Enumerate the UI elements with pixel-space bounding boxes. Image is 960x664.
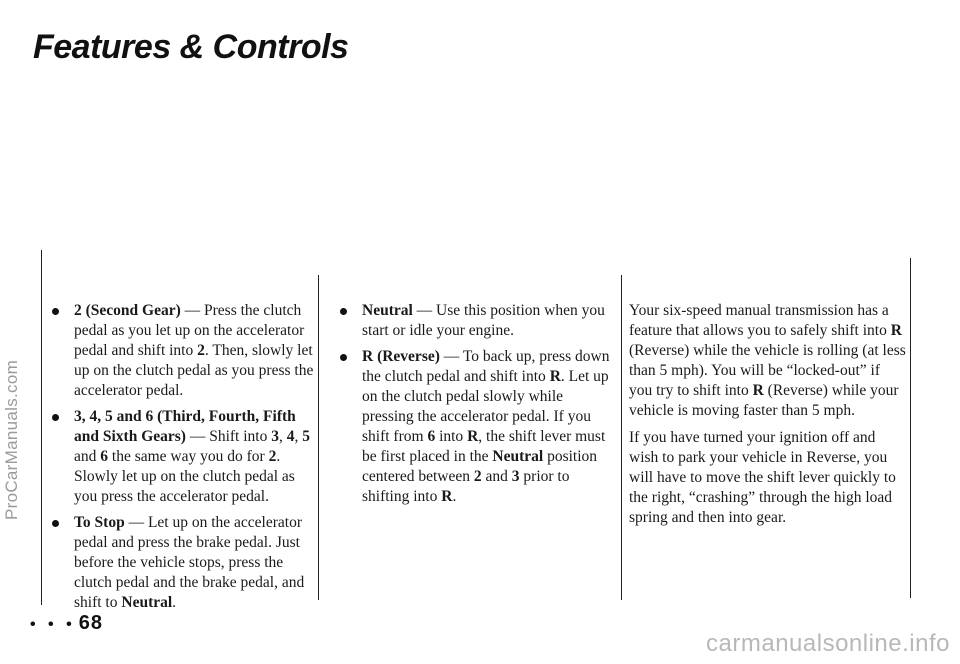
gear-instructions-list	[52, 301, 314, 613]
column-1	[52, 301, 314, 619]
column-2	[340, 301, 612, 513]
lockout-paragraph: Your six-speed manual transmission has a feature that allows you to safely shift into R (Reverse) while the vehicle is rolling (at less than 5 mph). You will be “locked-out” if you try to shift into R (Reverse) while your vehicle is moving faster than 5 mph.	[629, 302, 906, 419]
item-term: 3, 4, 5 and 6 (Third, Fourth, Fifth and Sixth Gears)	[74, 408, 296, 445]
list-item-neutral: Neutral — Use this position when you start or idle your engine.	[340, 301, 612, 341]
list-item-second-gear: 2 (Second Gear) — Press the clutch pedal as you let up on the accelerator pedal and shift into 2. Then, slowly let up on the clutch pedal as you press the accelerator pedal.	[52, 301, 314, 401]
side-watermark: ProCarManuals.com	[2, 359, 21, 520]
item-term: To Stop	[74, 514, 125, 531]
bottom-watermark: carmanualsonline.info	[706, 630, 950, 657]
item-term: 2 (Second Gear)	[74, 302, 181, 319]
gear-positions-list	[340, 301, 612, 507]
column-rule-3	[910, 258, 911, 598]
list-item-reverse: R (Reverse) — To back up, press down the clutch pedal and shift into R. Let up on the clutch pedal slowly while pressing the accelerator pedal. If you shift from 6 into R, the shift lever must be first placed in the Neutral position centered between 2 and 3 prior to shifting into R.	[340, 347, 612, 507]
list-item-higher-gears: 3, 4, 5 and 6 (Third, Fourth, Fifth and Sixth Gears) — Shift into 3, 4, 5 and 6 the same way you do for 2. Slowly let up on the clutch pedal as you press the accelerator pedal.	[52, 407, 314, 507]
left-margin-rule	[41, 250, 42, 605]
item-term: R (Reverse)	[362, 348, 440, 365]
bullet-icon	[340, 308, 347, 315]
bullet-icon	[52, 414, 59, 421]
bullet-icon	[52, 520, 59, 527]
bullet-icon	[340, 354, 347, 361]
page-title: Features & Controls	[33, 28, 349, 66]
list-item-to-stop: To Stop — Let up on the accelerator pedal and press the brake pedal. Just before the vehicle stops, press the clutch pedal and the brake pedal, and shift to Neutral.	[52, 513, 314, 613]
column-rule-2	[621, 275, 622, 600]
column-rule-1	[318, 275, 319, 600]
column-3	[629, 301, 907, 535]
park-reverse-paragraph: If you have turned your ignition off and wish to park your vehicle in Reverse, you will have to move the shift lever quickly to the right, “crashing” through the high load spring and then into gear.	[629, 429, 896, 526]
bullet-icon	[52, 308, 59, 315]
item-term: Neutral	[362, 302, 413, 319]
page-number: • • • 68	[30, 612, 103, 634]
page-dots: • • •	[30, 616, 76, 633]
